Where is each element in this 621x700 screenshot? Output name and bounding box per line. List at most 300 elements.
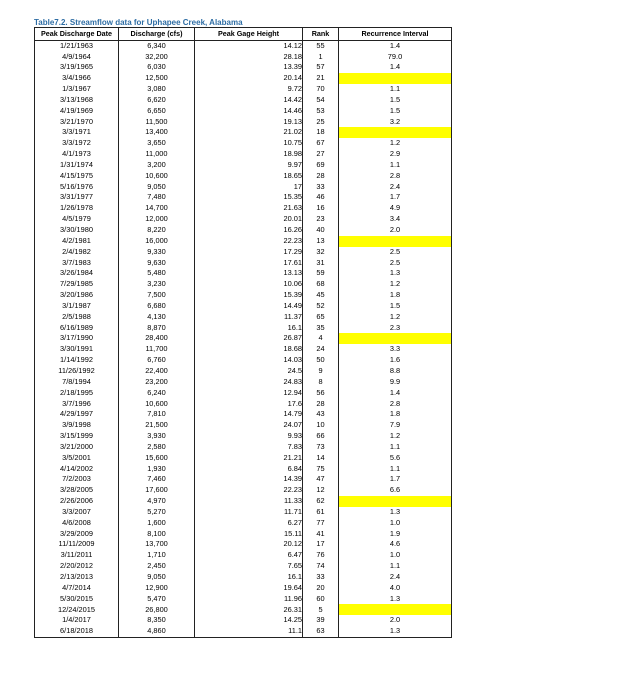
- cell-discharge: 9,330: [119, 247, 195, 258]
- cell-recurrence-interval: 1.8: [339, 290, 452, 301]
- cell-recurrence-interval: 1.5: [339, 106, 452, 117]
- cell-recurrence-interval: 8.8: [339, 366, 452, 377]
- cell-gage-height: 10.75: [195, 138, 303, 149]
- cell-rank: 65: [303, 312, 339, 323]
- table-row: [35, 322, 452, 333]
- cell-date: 4/29/1997: [35, 409, 119, 420]
- cell-date: 4/6/2008: [35, 518, 119, 529]
- cell-rank: 39: [303, 615, 339, 626]
- table-row: [35, 388, 452, 399]
- cell-rank: 9: [303, 366, 339, 377]
- cell-recurrence-interval: 1.4: [339, 388, 452, 399]
- cell-rank: 60: [303, 594, 339, 605]
- cell-date: 4/5/1979: [35, 214, 119, 225]
- cell-recurrence-interval: 2.4: [339, 181, 452, 192]
- cell-discharge: 4,970: [119, 496, 195, 507]
- cell-rank: 28: [303, 171, 339, 182]
- cell-discharge: 13,700: [119, 539, 195, 550]
- cell-date: 1/4/2017: [35, 615, 119, 626]
- cell-gage-height: 16.26: [195, 225, 303, 236]
- cell-date: 2/5/1988: [35, 312, 119, 323]
- cell-gage-height: 21.21: [195, 453, 303, 464]
- cell-discharge: 1,600: [119, 518, 195, 529]
- cell-rank: 77: [303, 518, 339, 529]
- cell-date: 1/3/1967: [35, 84, 119, 95]
- cell-discharge: 7,500: [119, 290, 195, 301]
- table-row: [35, 214, 452, 225]
- cell-gage-height: 7.65: [195, 561, 303, 572]
- cell-recurrence-interval: 2.4: [339, 572, 452, 583]
- cell-discharge: 6,620: [119, 95, 195, 106]
- cell-discharge: 5,470: [119, 594, 195, 605]
- table-row: [35, 604, 452, 615]
- cell-date: 7/8/1994: [35, 377, 119, 388]
- cell-rank: 62: [303, 496, 339, 507]
- cell-discharge: 4,130: [119, 312, 195, 323]
- cell-gage-height: 22.23: [195, 236, 303, 247]
- cell-gage-height: 19.13: [195, 116, 303, 127]
- cell-recurrence-interval: 1.0: [339, 550, 452, 561]
- table-row: [35, 366, 452, 377]
- table-row: [35, 420, 452, 431]
- table-row: [35, 40, 452, 51]
- cell-recurrence-interval: 1.0: [339, 518, 452, 529]
- cell-gage-height: 14.12: [195, 40, 303, 51]
- table-row: [35, 116, 452, 127]
- cell-gage-height: 11.1: [195, 626, 303, 637]
- cell-discharge: 11,000: [119, 149, 195, 160]
- cell-recurrence-interval: 1.6: [339, 355, 452, 366]
- table-row: [35, 528, 452, 539]
- cell-recurrence-interval: 3.4: [339, 214, 452, 225]
- header-recurrence-interval: Recurrence Interval: [339, 28, 452, 41]
- cell-recurrence-interval: 4.9: [339, 203, 452, 214]
- cell-rank: 28: [303, 398, 339, 409]
- cell-recurrence-interval: 1.7: [339, 192, 452, 203]
- table-row: [35, 583, 452, 594]
- cell-rank: 57: [303, 62, 339, 73]
- table-row: [35, 138, 452, 149]
- cell-rank: 12: [303, 485, 339, 496]
- header-row: [35, 28, 452, 41]
- cell-gage-height: 14.25: [195, 615, 303, 626]
- cell-rank: 46: [303, 192, 339, 203]
- cell-date: 3/9/1998: [35, 420, 119, 431]
- cell-gage-height: 14.39: [195, 474, 303, 485]
- cell-date: 3/7/1983: [35, 257, 119, 268]
- cell-recurrence-interval: 3.3: [339, 344, 452, 355]
- table-row: [35, 312, 452, 323]
- cell-gage-height: 14.49: [195, 301, 303, 312]
- cell-discharge: 12,000: [119, 214, 195, 225]
- table-row: [35, 279, 452, 290]
- table-row: [35, 84, 452, 95]
- cell-gage-height: 24.83: [195, 377, 303, 388]
- cell-discharge: 2,450: [119, 561, 195, 572]
- cell-discharge: 10,600: [119, 171, 195, 182]
- cell-date: 3/7/1996: [35, 398, 119, 409]
- cell-gage-height: 10.06: [195, 279, 303, 290]
- cell-discharge: 9,630: [119, 257, 195, 268]
- cell-recurrence-interval: 1.2: [339, 138, 452, 149]
- cell-date: 2/13/2013: [35, 572, 119, 583]
- cell-date: 4/15/1975: [35, 171, 119, 182]
- cell-discharge: 12,500: [119, 73, 195, 84]
- cell-recurrence-interval: 9.9: [339, 377, 452, 388]
- cell-discharge: 10,600: [119, 398, 195, 409]
- table-row: [35, 192, 452, 203]
- cell-rank: 33: [303, 181, 339, 192]
- cell-gage-height: 24.5: [195, 366, 303, 377]
- cell-date: 7/2/2003: [35, 474, 119, 485]
- cell-date: 3/1/1987: [35, 301, 119, 312]
- cell-discharge: 1,710: [119, 550, 195, 561]
- cell-rank: 67: [303, 138, 339, 149]
- cell-recurrence-interval: 4.0: [339, 583, 452, 594]
- cell-recurrence-interval: 1.1: [339, 442, 452, 453]
- cell-rank: 66: [303, 431, 339, 442]
- cell-rank: 41: [303, 528, 339, 539]
- cell-gage-height: 21.02: [195, 127, 303, 138]
- table-row: [35, 431, 452, 442]
- cell-gage-height: 17.6: [195, 398, 303, 409]
- cell-recurrence-interval: 1.1: [339, 463, 452, 474]
- table-row: [35, 181, 452, 192]
- header-peak-discharge-date: Peak Discharge Date: [35, 28, 119, 41]
- cell-date: 3/11/2011: [35, 550, 119, 561]
- cell-date: 1/21/1963: [35, 40, 119, 51]
- cell-date: 1/14/1992: [35, 355, 119, 366]
- cell-date: 4/14/2002: [35, 463, 119, 474]
- table-row: [35, 149, 452, 160]
- cell-date: 3/3/1972: [35, 138, 119, 149]
- table-row: [35, 236, 452, 247]
- cell-recurrence-interval: 1.7: [339, 474, 452, 485]
- cell-rank: 75: [303, 463, 339, 474]
- cell-discharge: 26,800: [119, 604, 195, 615]
- cell-date: 3/3/2007: [35, 507, 119, 518]
- cell-discharge: 13,400: [119, 127, 195, 138]
- cell-gage-height: 11.96: [195, 594, 303, 605]
- cell-rank: 21: [303, 73, 339, 84]
- table-row: [35, 561, 452, 572]
- cell-rank: 13: [303, 236, 339, 247]
- table-row: [35, 377, 452, 388]
- cell-date: 12/24/2015: [35, 604, 119, 615]
- cell-gage-height: 12.94: [195, 388, 303, 399]
- cell-discharge: 9,050: [119, 181, 195, 192]
- cell-date: 1/31/1974: [35, 160, 119, 171]
- cell-gage-height: 26.87: [195, 333, 303, 344]
- cell-rank: 14: [303, 453, 339, 464]
- table-row: [35, 496, 452, 507]
- table-row: [35, 615, 452, 626]
- table-row: [35, 409, 452, 420]
- cell-rank: 4: [303, 333, 339, 344]
- table-row: [35, 507, 452, 518]
- cell-rank: 20: [303, 583, 339, 594]
- cell-date: 2/4/1982: [35, 247, 119, 258]
- cell-discharge: 8,100: [119, 528, 195, 539]
- cell-date: 5/30/2015: [35, 594, 119, 605]
- cell-rank: 69: [303, 160, 339, 171]
- table-row: [35, 290, 452, 301]
- cell-gage-height: 20.12: [195, 539, 303, 550]
- table-row: [35, 225, 452, 236]
- cell-gage-height: 14.46: [195, 106, 303, 117]
- cell-date: 3/3/1971: [35, 127, 119, 138]
- cell-date: 11/11/2009: [35, 539, 119, 550]
- cell-date: 3/30/1991: [35, 344, 119, 355]
- cell-recurrence-interval: 1.1: [339, 84, 452, 95]
- cell-recurrence-interval: 2.8: [339, 171, 452, 182]
- cell-gage-height: 14.03: [195, 355, 303, 366]
- cell-rank: 40: [303, 225, 339, 236]
- cell-discharge: 17,600: [119, 485, 195, 496]
- cell-date: 4/2/1981: [35, 236, 119, 247]
- cell-recurrence-interval: 1.4: [339, 40, 452, 51]
- table-row: [35, 550, 452, 561]
- cell-gage-height: 15.11: [195, 528, 303, 539]
- cell-recurrence-interval: 5.6: [339, 453, 452, 464]
- cell-date: 3/5/2001: [35, 453, 119, 464]
- table-row: [35, 247, 452, 258]
- cell-discharge: 1,930: [119, 463, 195, 474]
- cell-gage-height: 17.61: [195, 257, 303, 268]
- cell-discharge: 22,400: [119, 366, 195, 377]
- cell-recurrence-interval: 79.0: [339, 51, 452, 62]
- cell-rank: 43: [303, 409, 339, 420]
- cell-rank: 18: [303, 127, 339, 138]
- cell-discharge: 14,700: [119, 203, 195, 214]
- header-peak-gage-height: Peak Gage Height: [195, 28, 303, 41]
- cell-gage-height: 13.13: [195, 268, 303, 279]
- table-row: [35, 73, 452, 84]
- cell-rank: 23: [303, 214, 339, 225]
- table-row: [35, 203, 452, 214]
- cell-gage-height: 9.72: [195, 84, 303, 95]
- cell-gage-height: 13.39: [195, 62, 303, 73]
- cell-discharge: 11,500: [119, 116, 195, 127]
- cell-recurrence-interval: 2.9: [339, 149, 452, 160]
- table-row: [35, 463, 452, 474]
- table-row: [35, 95, 452, 106]
- cell-rank: 74: [303, 561, 339, 572]
- cell-gage-height: 6.47: [195, 550, 303, 561]
- cell-discharge: 6,680: [119, 301, 195, 312]
- table-row: [35, 106, 452, 117]
- cell-gage-height: 17: [195, 181, 303, 192]
- cell-recurrence-interval-empty: [339, 604, 452, 615]
- cell-gage-height: 24.07: [195, 420, 303, 431]
- cell-rank: 63: [303, 626, 339, 637]
- cell-date: 2/20/2012: [35, 561, 119, 572]
- cell-recurrence-interval: 1.3: [339, 268, 452, 279]
- cell-gage-height: 14.79: [195, 409, 303, 420]
- cell-rank: 55: [303, 40, 339, 51]
- table-row: [35, 485, 452, 496]
- cell-recurrence-interval: 1.2: [339, 431, 452, 442]
- cell-rank: 25: [303, 116, 339, 127]
- cell-recurrence-interval: 1.2: [339, 279, 452, 290]
- table-row: [35, 355, 452, 366]
- cell-rank: 27: [303, 149, 339, 160]
- cell-date: 3/17/1990: [35, 333, 119, 344]
- cell-recurrence-interval-empty: [339, 127, 452, 138]
- cell-date: 4/1/1973: [35, 149, 119, 160]
- table-row: [35, 594, 452, 605]
- table-row: [35, 333, 452, 344]
- cell-discharge: 6,650: [119, 106, 195, 117]
- cell-rank: 76: [303, 550, 339, 561]
- cell-discharge: 4,860: [119, 626, 195, 637]
- cell-date: 3/31/1977: [35, 192, 119, 203]
- cell-recurrence-interval: 1.8: [339, 409, 452, 420]
- cell-date: 3/29/2009: [35, 528, 119, 539]
- cell-gage-height: 22.23: [195, 485, 303, 496]
- cell-date: 3/4/1966: [35, 73, 119, 84]
- cell-discharge: 23,200: [119, 377, 195, 388]
- cell-gage-height: 20.01: [195, 214, 303, 225]
- table-row: [35, 539, 452, 550]
- cell-discharge: 8,220: [119, 225, 195, 236]
- cell-recurrence-interval: 2.5: [339, 257, 452, 268]
- cell-gage-height: 15.35: [195, 192, 303, 203]
- cell-date: 11/26/1992: [35, 366, 119, 377]
- cell-date: 1/26/1978: [35, 203, 119, 214]
- table-row: [35, 518, 452, 529]
- cell-discharge: 7,480: [119, 192, 195, 203]
- cell-discharge: 15,600: [119, 453, 195, 464]
- cell-gage-height: 18.98: [195, 149, 303, 160]
- table-row: [35, 301, 452, 312]
- cell-date: 3/21/1970: [35, 116, 119, 127]
- cell-discharge: 6,030: [119, 62, 195, 73]
- cell-recurrence-interval: 2.0: [339, 615, 452, 626]
- cell-discharge: 7,810: [119, 409, 195, 420]
- table-caption: Table7.2. Streamflow data for Uphapee Creek, Alabama: [34, 18, 243, 27]
- cell-gage-height: 11.37: [195, 312, 303, 323]
- cell-gage-height: 16.1: [195, 322, 303, 333]
- cell-rank: 47: [303, 474, 339, 485]
- cell-rank: 52: [303, 301, 339, 312]
- cell-discharge: 6,340: [119, 40, 195, 51]
- cell-recurrence-interval: 6.6: [339, 485, 452, 496]
- cell-date: 3/30/1980: [35, 225, 119, 236]
- cell-recurrence-interval: 2.5: [339, 247, 452, 258]
- cell-discharge: 6,240: [119, 388, 195, 399]
- cell-date: 3/28/2005: [35, 485, 119, 496]
- table-body: [35, 40, 452, 637]
- cell-rank: 54: [303, 95, 339, 106]
- cell-recurrence-interval: 2.8: [339, 398, 452, 409]
- cell-date: 2/18/1995: [35, 388, 119, 399]
- header-discharge: Discharge (cfs): [119, 28, 195, 41]
- cell-date: 3/20/1986: [35, 290, 119, 301]
- cell-date: 6/18/2018: [35, 626, 119, 637]
- table-row: [35, 268, 452, 279]
- cell-date: 5/16/1976: [35, 181, 119, 192]
- cell-gage-height: 17.29: [195, 247, 303, 258]
- cell-date: 6/16/1989: [35, 322, 119, 333]
- cell-discharge: 7,460: [119, 474, 195, 485]
- cell-discharge: 21,500: [119, 420, 195, 431]
- cell-recurrence-interval-empty: [339, 496, 452, 507]
- cell-gage-height: 14.42: [195, 95, 303, 106]
- cell-rank: 32: [303, 247, 339, 258]
- cell-discharge: 3,200: [119, 160, 195, 171]
- cell-recurrence-interval: 2.0: [339, 225, 452, 236]
- cell-gage-height: 9.93: [195, 431, 303, 442]
- cell-recurrence-interval-empty: [339, 333, 452, 344]
- cell-date: 3/13/1968: [35, 95, 119, 106]
- cell-rank: 45: [303, 290, 339, 301]
- table-row: [35, 257, 452, 268]
- table-row: [35, 51, 452, 62]
- cell-discharge: 8,870: [119, 322, 195, 333]
- cell-gage-height: 11.33: [195, 496, 303, 507]
- cell-rank: 56: [303, 388, 339, 399]
- cell-recurrence-interval: 1.3: [339, 594, 452, 605]
- cell-rank: 70: [303, 84, 339, 95]
- cell-rank: 50: [303, 355, 339, 366]
- cell-gage-height: 6.27: [195, 518, 303, 529]
- cell-rank: 10: [303, 420, 339, 431]
- table-row: [35, 62, 452, 73]
- cell-discharge: 3,650: [119, 138, 195, 149]
- table-row: [35, 453, 452, 464]
- cell-discharge: 16,000: [119, 236, 195, 247]
- cell-discharge: 32,200: [119, 51, 195, 62]
- cell-rank: 16: [303, 203, 339, 214]
- cell-rank: 1: [303, 51, 339, 62]
- table-row: [35, 572, 452, 583]
- cell-gage-height: 7.83: [195, 442, 303, 453]
- cell-date: 2/26/2006: [35, 496, 119, 507]
- cell-discharge: 12,900: [119, 583, 195, 594]
- cell-rank: 31: [303, 257, 339, 268]
- cell-recurrence-interval: 1.1: [339, 561, 452, 572]
- cell-recurrence-interval: 2.3: [339, 322, 452, 333]
- cell-rank: 17: [303, 539, 339, 550]
- cell-gage-height: 15.39: [195, 290, 303, 301]
- cell-recurrence-interval: 1.5: [339, 301, 452, 312]
- cell-discharge: 2,580: [119, 442, 195, 453]
- cell-date: 3/21/2000: [35, 442, 119, 453]
- cell-recurrence-interval: 1.5: [339, 95, 452, 106]
- cell-discharge: 5,270: [119, 507, 195, 518]
- cell-gage-height: 18.68: [195, 344, 303, 355]
- cell-recurrence-interval: 3.2: [339, 116, 452, 127]
- cell-rank: 5: [303, 604, 339, 615]
- cell-gage-height: 20.14: [195, 73, 303, 84]
- cell-date: 4/7/2014: [35, 583, 119, 594]
- cell-discharge: 9,050: [119, 572, 195, 583]
- cell-recurrence-interval: 1.3: [339, 626, 452, 637]
- cell-gage-height: 6.84: [195, 463, 303, 474]
- cell-recurrence-interval: 1.4: [339, 62, 452, 73]
- cell-date: 3/15/1999: [35, 431, 119, 442]
- cell-date: 4/9/1964: [35, 51, 119, 62]
- cell-discharge: 11,700: [119, 344, 195, 355]
- table-row: [35, 127, 452, 138]
- cell-date: 7/29/1985: [35, 279, 119, 290]
- cell-recurrence-interval: 4.6: [339, 539, 452, 550]
- cell-discharge: 3,930: [119, 431, 195, 442]
- cell-gage-height: 19.64: [195, 583, 303, 594]
- table-row: [35, 160, 452, 171]
- cell-recurrence-interval-empty: [339, 236, 452, 247]
